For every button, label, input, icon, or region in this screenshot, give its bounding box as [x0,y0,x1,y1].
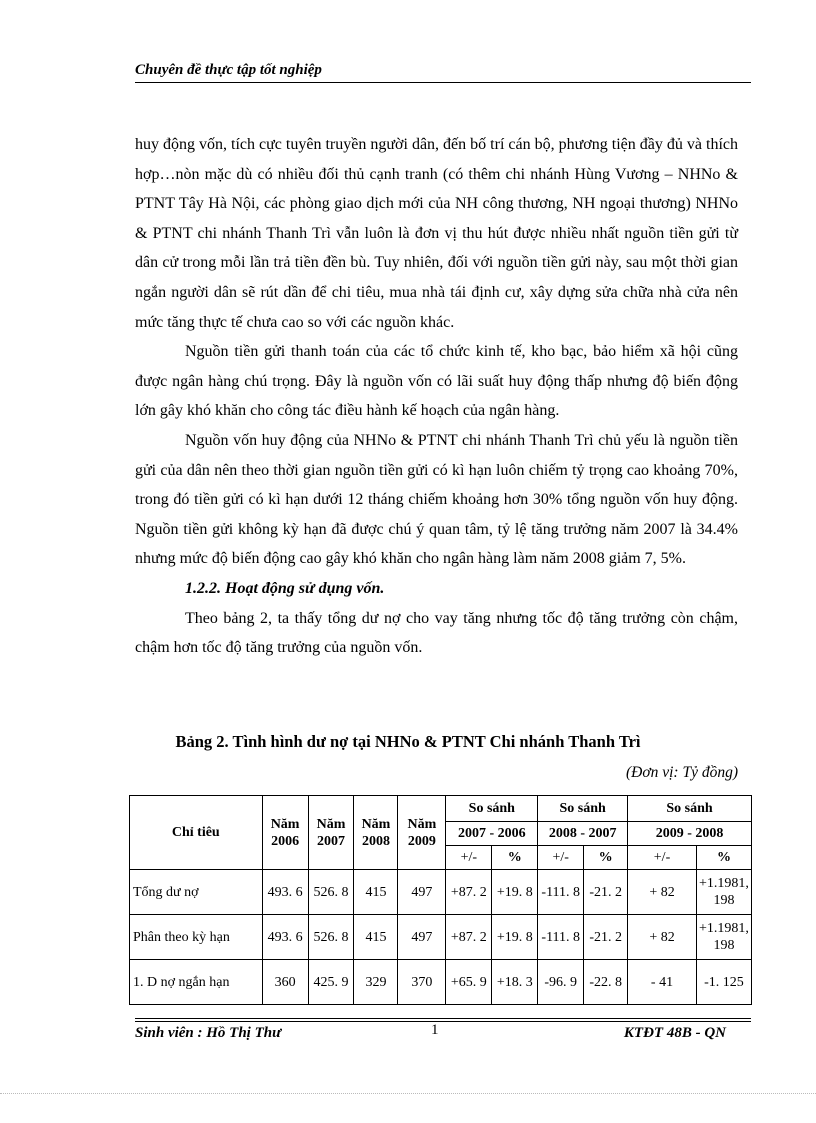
cell-2009: 497 [398,870,446,915]
footer-student: Sinh viên : Hồ Thị Thư [135,1025,282,1041]
footer-rule [135,1018,751,1019]
header-2008: Năm 2008 [354,796,398,870]
cell-c3-pct: -1. 125 [696,960,751,1005]
header-2009: Năm 2009 [398,796,446,870]
footer-rule-thin [135,1021,751,1022]
header-so-sanh-3: So sánh [628,796,752,822]
page-number: 1 [431,1022,439,1038]
table-row [130,870,752,915]
cell-c2-pm: -96. 9 [538,960,584,1005]
cell-c2-pct: -21. 2 [584,870,628,915]
row-label: Tổng dư nợ [130,870,263,915]
table-row [130,915,752,960]
cell-2007: 526. 8 [308,915,354,960]
header-pct-2: % [584,846,628,870]
cell-2006: 493. 6 [262,870,308,915]
table-title: Bảng 2. Tình hình dư nợ tại NHNo & PTNT Chi nhánh Thanh Trì [175,732,641,751]
header-cmp-3: 2009 - 2008 [628,822,752,846]
cell-c1-pm: +87. 2 [446,870,492,915]
table-unit: (Đơn vị: Tỷ đồng) [625,764,738,781]
cell-2008: 329 [354,960,398,1005]
footer-class: KTĐT 48B - QN [623,1025,726,1041]
table-row [130,960,752,1005]
cell-c3-pct: +1.1981, 198 [696,915,751,960]
header-pct-1: % [492,846,538,870]
page-edge-divider [0,1093,816,1094]
paragraph-1: huy động vốn, tích cực tuyên truyền người dân, đến bố trí cán bộ, phương tiện đầy đủ và thích hợp…nòn mặc dù có nhiều đối thủ cạnh tranh (có thêm chi nhánh Hùng Vương – NHNo & PTNT Tây Hà Nội, các phòng giao dịch mới của NH công thương, NH ngoại thương) NHNo & PTNT chi nhánh Thanh Trì vẫn luôn là đơn vị thu hút được nhiều nhất nguồn tiền gửi từ dân cử trong mỗi lần trả tiền đền bù. Tuy nhiên, đối với nguồn tiền gửi này, sau một thời gian ngắn người dân sẽ rút dần để chi tiêu, mua nhà tái định cư, xây dựng sửa chữa nhà cửa nên mức tăng thực tế chưa cao so với các nguồn khác. [135,136,738,331]
cell-c2-pm: -111. 8 [538,870,584,915]
header-so-sanh-1: So sánh [446,796,538,822]
cell-2006: 360 [262,960,308,1005]
row-label: 1. D nợ ngắn hạn [130,960,263,1005]
body-text [135,130,738,663]
cell-c1-pm: +87. 2 [446,915,492,960]
cell-c3-pm: + 82 [628,870,697,915]
section-heading: 1.2.2. Hoạt động sử dụng vốn. [185,579,385,597]
cell-c1-pct: +18. 3 [492,960,538,1005]
paragraph-3: Nguồn vốn huy động của NHNo & PTNT chi nhánh Thanh Trì chủ yếu là nguồn tiền gửi của dân nên theo thời gian nguồn tiền gửi có kì hạn luôn chiếm tỷ trọng cao khoảng 70%, trong đó tiền gửi có kì hạn dưới 12 tháng chiếm khoảng hơn 30% tổng nguồn vốn huy động. Nguồn tiền gửi không kỳ hạn đã được chú ý quan tâm, tỷ lệ tăng trưởng năm 2007 là 34.4% nhưng mức độ biến động cao gây khó khăn cho ngân hàng làm năm 2008 giảm 7, 5%. [135,431,738,568]
cell-c2-pm: -111. 8 [538,915,584,960]
header-chi-tieu: Chỉ tiêu [130,796,263,870]
cell-2008: 415 [354,870,398,915]
header-cmp-1: 2007 - 2006 [446,822,538,846]
header-pm-3: +/- [628,846,697,870]
cell-c3-pct: +1.1981, 198 [696,870,751,915]
cell-c2-pct: -22. 8 [584,960,628,1005]
cell-2009: 497 [398,915,446,960]
cell-c1-pm: +65. 9 [446,960,492,1005]
header-rule [135,82,751,83]
header-pct-3: % [696,846,751,870]
cell-c3-pm: + 82 [628,915,697,960]
header-2007: Năm 2007 [308,796,354,870]
cell-2006: 493. 6 [262,915,308,960]
debt-table [129,795,752,1005]
row-label: Phân theo kỳ hạn [130,915,263,960]
paragraph-2: Nguồn tiền gửi thanh toán của các tổ chức kinh tế, kho bạc, bảo hiểm xã hội cũng được ngân hàng chú trọng. Đây là nguồn vốn có lãi suất huy động thấp nhưng độ biến động lớn gây khó khăn cho công tác điều hành kế hoạch của ngân hàng. [135,343,738,420]
cell-2007: 526. 8 [308,870,354,915]
cell-c2-pct: -21. 2 [584,915,628,960]
page-header-title: Chuyên đề thực tập tốt nghiệp [135,62,322,78]
cell-c1-pct: +19. 8 [492,870,538,915]
header-pm-1: +/- [446,846,492,870]
cell-2009: 370 [398,960,446,1005]
cell-2008: 415 [354,915,398,960]
paragraph-4: Theo bảng 2, ta thấy tổng dư nợ cho vay tăng nhưng tốc độ tăng trưởng còn chậm, chậm hơn tốc độ tăng trưởng của nguồn vốn. [135,609,738,657]
header-so-sanh-2: So sánh [538,796,628,822]
cell-c1-pct: +19. 8 [492,915,538,960]
header-cmp-2: 2008 - 2007 [538,822,628,846]
cell-2007: 425. 9 [308,960,354,1005]
header-pm-2: +/- [538,846,584,870]
header-2006: Năm 2006 [262,796,308,870]
cell-c3-pm: - 41 [628,960,697,1005]
